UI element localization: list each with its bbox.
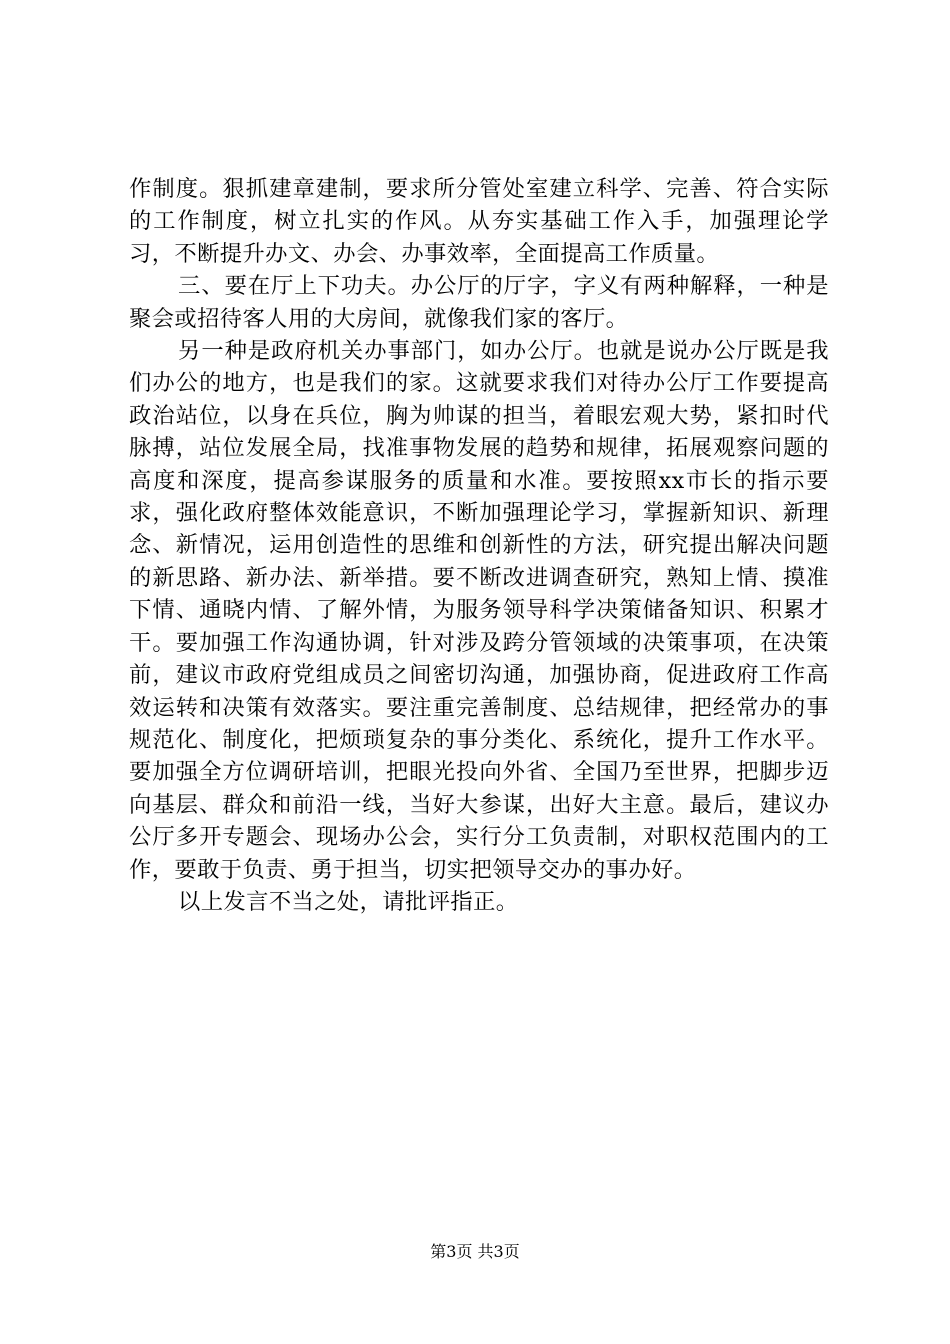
paragraph-section-three: 三、要在厅上下功夫。办公厅的厅字，字义有两种解释，一种是聚会或招待客人用的大房间，就像我们家的客厅。 [129, 273, 829, 332]
paragraph-closing: 以上发言不当之处，请批评指正。 [178, 888, 519, 915]
paragraph-continuation: 作制度。狠抓建章建制，要求所分管处室建立科学、完善、符合实际的工作制度，树立扎实的作风。从夯实基础工作入手，加强理论学习，不断提升办文、办会、办事效率，全面提高工作质量。 [129, 176, 829, 267]
document-body [129, 173, 829, 918]
page-number-footer: 第3页 共3页 [430, 1242, 520, 1261]
paragraph-office-work: 另一种是政府机关办事部门，如办公厅。也就是说办公厅既是我们办公的地方，也是我们的家。这就要求我们对待办公厅工作要提高政治站位，以身在兵位，胸为帅谋的担当，着眼宏观大势，紧扣时代脉搏，站位发展全局，找准事物发展的趋势和规律，拓展观察问题的高度和深度，提高参谋服务的质量和水准。要按照xx市长的指示要求，强化政府整体效能意识，不断加强理论学习，掌握新知识、新理念、新情况，运用创造性的思维和创新性的方法，研究提出解决问题的新思路、新办法、新举措。要不断改进调查研究，熟知上情、摸准下情、通晓内情、了解外情，为服务领导科学决策储备知识、积累才干。要加强工作沟通协调，针对涉及跨分管领域的决策事项，在决策前，建议市政府党组成员之间密切沟通，加强协商，促进政府工作高效运转和决策有效落实。要注重完善制度、总结规律，把经常办的事规范化、制度化，把烦琐复杂的事分类化、系统化，提升工作水平。要加强全方位调研培训，把眼光投向外省、全国乃至世界，把脚步迈向基层、群众和前沿一线，当好大参谋，出好大主意。最后，建议办公厅多开专题会、现场办公会，实行分工负责制，对职权范围内的工作，要敢于负责、勇于担当，切实把领导交办的事办好。 [129, 338, 829, 883]
